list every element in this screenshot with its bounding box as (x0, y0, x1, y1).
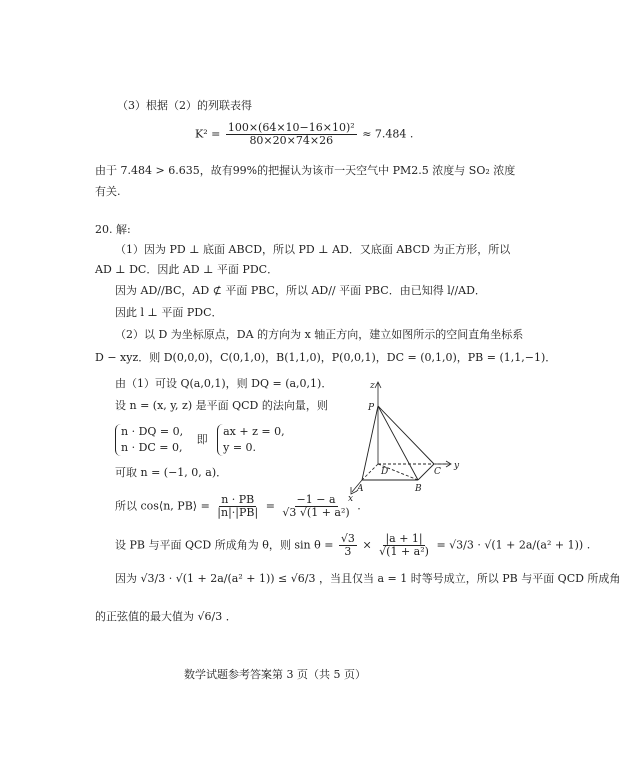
x-axis-hidden (362, 464, 378, 480)
sin-frac-2 (377, 533, 431, 558)
q20-s1-line2: AD ⊥ DC．因此 AD ⊥ 平面 PDC． (95, 263, 279, 276)
sin-frac-2-den: √(1 + a²) (379, 545, 429, 558)
cos-frac-1-num: n · PB (221, 493, 255, 506)
page-footer: 数学试题参考答案第 3 页（共 5 页） (184, 668, 366, 681)
cos-frac-1-den: |n|·|PB| (217, 506, 259, 519)
ineq-lead: 因为 (115, 572, 137, 585)
pyramid-figure (330, 378, 470, 503)
cos-frac-1 (215, 494, 260, 519)
k2-fraction (226, 122, 357, 147)
label-C: C (434, 467, 441, 477)
final-answer-line (95, 610, 237, 624)
sin-result: √3/3 · √(1 + 2a/(a² + 1)) (449, 538, 584, 552)
label-z: z (370, 381, 375, 391)
system-right (217, 424, 284, 456)
system-right-eq2: y = 0. (223, 441, 257, 454)
label-y: y (454, 461, 460, 471)
sin-frac-1-num: √3 (340, 532, 355, 545)
label-x: x (348, 494, 354, 504)
edge-BC (418, 464, 434, 480)
q20-s2-line3: 由（1）可设 Q(a,0,1)，则 DQ = (a,0,1)． (115, 377, 333, 390)
system-ji: 即 (196, 433, 208, 446)
label-B: B (415, 484, 422, 494)
sin-frac-1-den: 3 (344, 545, 352, 558)
final-text: 的正弦值的最大值为 (95, 610, 194, 623)
q20-s2-line5: 可取 n = (−1, 0, a)． (115, 466, 228, 479)
cos-lhs: 所以 cos⟨n, PB⟩ = (115, 499, 210, 513)
label-A: A (357, 484, 364, 494)
sin-frac-2-num: |a + 1| (385, 532, 423, 545)
system-left-eq1: n · DQ = 0, (121, 425, 184, 438)
k2-denominator: 80×20×74×26 (249, 134, 334, 147)
final-dot: ． (225, 610, 237, 623)
k2-formula (195, 122, 413, 147)
edge-PA (362, 406, 378, 480)
system-left-eq2: n · DC = 0, (121, 441, 183, 454)
normal-vector-system (115, 424, 285, 456)
cos-formula: 所以 cos⟨n, PB⟩ = $\frac{n \cdot PB}{|n|\cdot|PB|}$ = $\frac{-1 - a}{\text{√3 √(1 + a²)}}$ . (115, 493, 361, 519)
conclusion-line-1: 由于 7.484 > 6.635，故有99%的把握认为该市一天空气中 PM2.5 浓度与 SO₂ 浓度 (95, 164, 516, 177)
k2-lhs: K² = (195, 127, 221, 141)
ineq-expr: √3/3 · √(1 + 2a/(a² + 1)) ≤ √6/3 (140, 572, 316, 585)
sin-lhs: 设 PB 与平面 QCD 所成角为 θ，则 sin θ = (115, 538, 334, 552)
conclusion-line-2: 有关. (95, 185, 121, 198)
system-right-eq1: ax + z = 0, (223, 425, 285, 438)
final-value: √6/3 (197, 610, 223, 623)
q20-s1-line3: 因为 AD//BC，AD ⊄ 平面 PBC，所以 AD// 平面 PBC．由已知得 l//AD． (115, 284, 486, 297)
system-left (115, 424, 183, 456)
part3-intro: （3）根据（2）的列联表得 (117, 99, 252, 112)
sin-formula: 设 PB 与平面 QCD 所成角为 θ，则 sin θ = $\frac{√3}{3}$ × $\frac{|a + 1|}{\text{√(1 + a²)}}$ = √3/3 · √(1 + 2a/(a² + 1)) . (115, 532, 591, 558)
q20-s2-line1: （2）以 D 为坐标原点，DA 的方向为 x 轴正方向，建立如图所示的空间直角坐标系 (115, 328, 524, 341)
sin-frac-1 (339, 533, 357, 558)
q20-s1-line4: 因此 l ⊥ 平面 PDC． (115, 306, 223, 319)
q20-s1-line1: （1）因为 PD ⊥ 底面 ABCD，所以 PD ⊥ AD．又底面 ABCD 为正方形，所以 (115, 243, 511, 256)
cos-frac-2-num: −1 − a (296, 493, 336, 506)
k2-numerator: 100×(64×10−16×10)² (227, 121, 355, 134)
label-P: P (368, 403, 375, 413)
k2-result: ≈ 7.484 . (362, 127, 414, 141)
q20-s2-line2: D − xyz．则 D(0,0,0)，C(0,1,0)，B(1,1,0)，P(0,0,1)，DC = (0,1,0)，PB = (1,1,−1)． (95, 351, 557, 364)
q20-heading: 20. 解: (95, 223, 131, 236)
label-D: D (381, 467, 389, 477)
edge-PC (378, 406, 434, 464)
inequality-line (115, 572, 620, 586)
cos-frac-2-den: √3 √(1 + a²) (282, 506, 350, 519)
q20-s2-line4: 设 n = (x, y, z) 是平面 QCD 的法向量，则 (115, 399, 328, 412)
ineq-tail: ，当且仅当 a = 1 时等号成立，所以 PB 与平面 QCD 所成角 (318, 572, 620, 585)
